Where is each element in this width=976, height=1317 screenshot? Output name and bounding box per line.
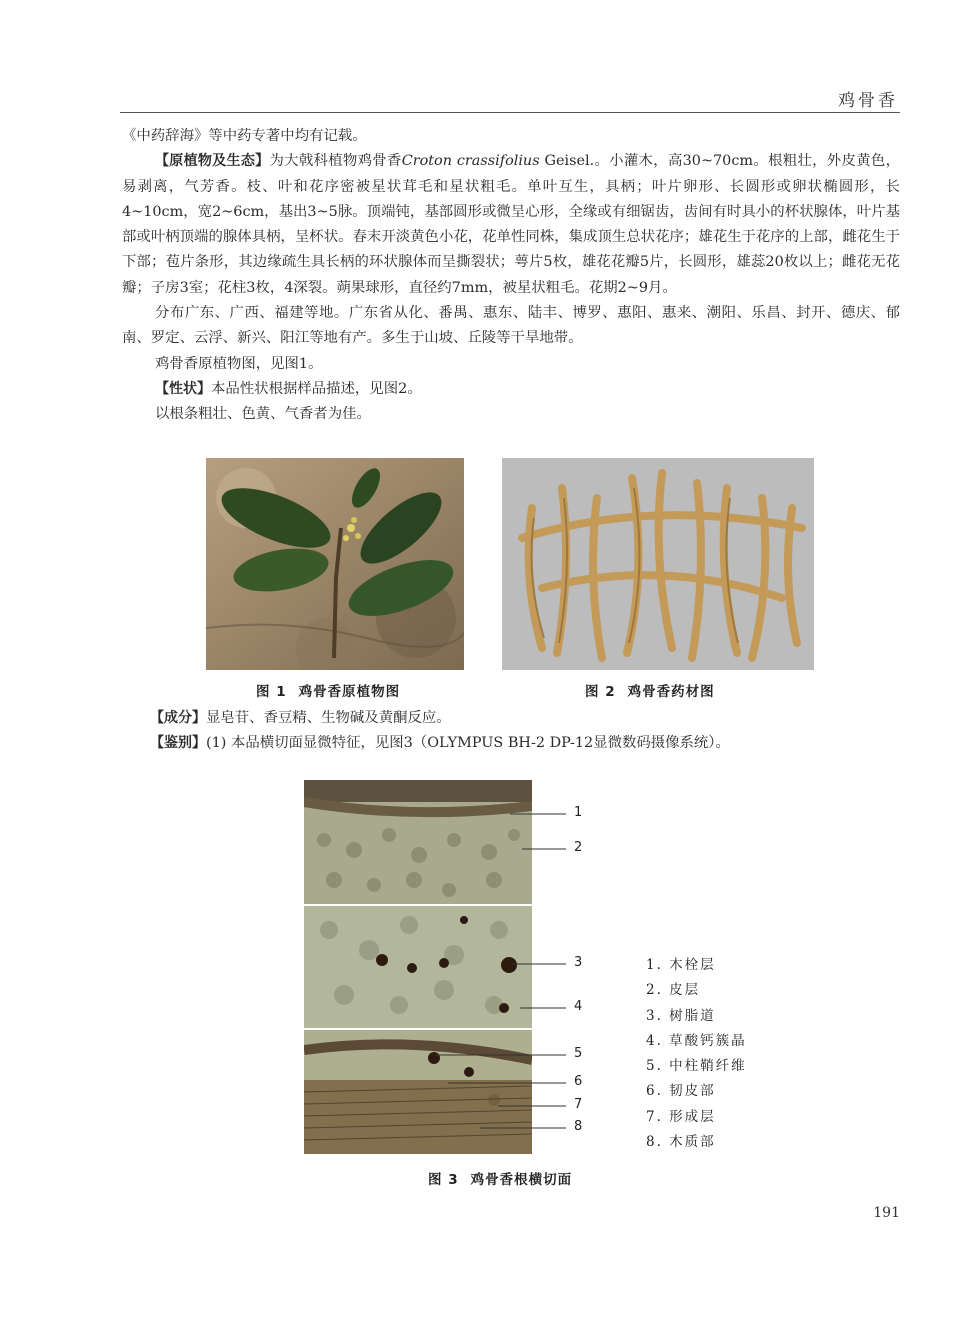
- figure3-marker-8: 8: [574, 1119, 583, 1134]
- legend-item: 7. 形成层: [646, 1108, 716, 1125]
- section-components-identification: [150, 706, 900, 757]
- figure3-caption: [428, 1168, 572, 1188]
- running-header-title: 鸡骨香: [838, 91, 898, 111]
- identification-text: (1) 本品横切面显微特征，见图3（OLYMPUS BH-2 DP-12显微数码摄像系统）。: [206, 735, 730, 752]
- plant-text-start: 为大戟科植物鸡骨香: [269, 153, 402, 170]
- section-label-properties: 【性状】: [155, 380, 211, 397]
- figure3-marker-5: 5: [574, 1046, 583, 1061]
- legend-item: 3. 树脂道: [646, 1007, 716, 1024]
- figure3-marker-3: 3: [574, 955, 583, 970]
- properties-text: 本品性状根据样品描述，见图2。: [211, 380, 422, 397]
- figure2-caption: [585, 680, 715, 700]
- paragraph-plant-ecology: [122, 149, 900, 301]
- paragraph-intro: 《中药辞海》等中药专著中均有记载。: [122, 128, 367, 144]
- paragraph-properties: [122, 377, 900, 402]
- section-label-identification: 【鉴别】: [150, 735, 206, 752]
- figure2-number: 图 2: [585, 684, 616, 700]
- paragraph-identification: [150, 731, 900, 756]
- legend-item: 1. 木栓层: [646, 957, 716, 973]
- section-label-plant: 【原植物及生态】: [155, 153, 270, 170]
- figure1-caption: [256, 680, 400, 700]
- legend-item: 8. 木质部: [646, 1134, 716, 1151]
- section-label-components: 【成分】: [150, 710, 206, 726]
- components-text: 显皂苷、香豆精、生物碱及黄酮反应。: [206, 710, 451, 726]
- figure3-micrograph: [304, 780, 532, 1154]
- legend-item: 6. 韧皮部: [646, 1083, 716, 1100]
- figure3-title: 鸡骨香根横切面: [470, 1172, 573, 1188]
- legend-item: 4. 草酸钙簇晶: [646, 1032, 747, 1049]
- header-rule: [120, 112, 900, 113]
- paragraph-figure1-ref: 鸡骨香原植物图，见图1。: [155, 355, 323, 372]
- figure3-number: 图 3: [428, 1172, 459, 1188]
- figure1-plant-photo: [206, 458, 464, 670]
- plant-text-rest: Geisel.。小灌木，高30~70cm。根粗壮，外皮黄色，易剥离，气芳香。枝、叶和花序密被星状茸毛和星状粗毛。单叶互生，具柄；叶片卵形、长圆形或卵状椭圆形，长4~10cm，宽2~6cm，基出3~5脉。顶端钝，基部圆形或微呈心形，全缘或有细锯齿，齿间有时具小的杯状腺体，叶片基部或叶柄顶端的腺体具柄，呈杯状。春末开淡黄色小花，花单性同株，集成顶生总状花序；雄花生于花序的上部，雌花生于下部；苞片条形，其边缘疏生具长柄的环状腺体而呈撕裂状；萼片5枚，雄花花瓣5片，长圆形，雄蕊20枚以上；雌花无花瓣；子房3室；花柱3枚，4深裂。蒴果球形，直径约7mm，被星状粗毛。花期2~9月。: [122, 153, 900, 296]
- figure2-root-photo: [502, 458, 814, 670]
- figure3-marker-2: 2: [574, 840, 583, 855]
- figure2-title: 鸡骨香药材图: [627, 684, 715, 700]
- paragraph-components: [150, 706, 900, 731]
- page-number: 191: [873, 1205, 900, 1221]
- paragraph-quality: 以根条粗壮、色黄、气香者为佳。: [155, 406, 371, 423]
- legend-item: 2. 皮层: [646, 982, 701, 999]
- latin-name: Croton crassifolius: [401, 153, 540, 170]
- figure1-number: 图 1: [256, 684, 287, 700]
- legend-item: 5. 中柱鞘纤维: [646, 1058, 747, 1075]
- figure3-marker-6: 6: [574, 1074, 583, 1089]
- paragraph-distribution: 分布广东、广西、福建等地。广东省从化、番禺、惠东、陆丰、博罗、惠阳、惠来、潮阳、乐昌、封开、德庆、郁南、罗定、云浮、新兴、阳江等地有产。多生于山坡、丘陵等干旱地带。: [122, 305, 900, 347]
- figure3-marker-7: 7: [574, 1097, 583, 1112]
- figure3-marker-1: 1: [574, 805, 583, 820]
- figure3-legend: [646, 953, 747, 1155]
- figure3-marker-4: 4: [574, 999, 583, 1014]
- body-text: [122, 124, 900, 428]
- figure1-title: 鸡骨香原植物图: [298, 684, 401, 700]
